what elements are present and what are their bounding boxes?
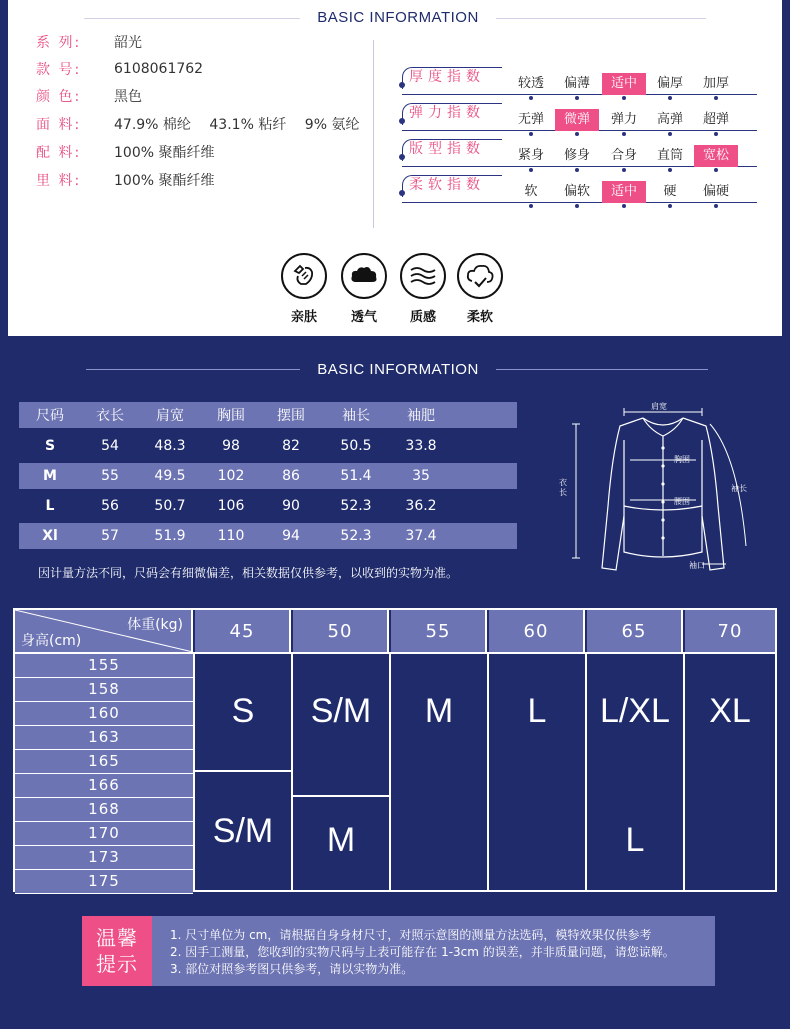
size-table-cell: 82 bbox=[282, 438, 300, 454]
index-option: 直筒 bbox=[656, 148, 683, 163]
index-tick bbox=[575, 132, 579, 136]
spec-key: 面 料: bbox=[36, 117, 82, 133]
size-table-cell: 35 bbox=[412, 468, 430, 484]
index-tick bbox=[714, 168, 718, 172]
diagram-label-shoulder: 肩宽 bbox=[651, 402, 667, 411]
index-tick bbox=[529, 168, 533, 172]
weight-header: 70 bbox=[685, 610, 775, 652]
size-cell: S bbox=[231, 691, 255, 730]
index-option: 弹力 bbox=[610, 112, 637, 127]
index-tick bbox=[622, 96, 626, 100]
spec-key: 里 料: bbox=[36, 173, 82, 189]
index-row bbox=[393, 102, 765, 136]
size-table-cell: 106 bbox=[217, 498, 245, 514]
spec-row-accessory bbox=[36, 141, 214, 163]
size-table-cell: M bbox=[43, 468, 57, 484]
tips-badge bbox=[82, 916, 152, 986]
soft-icon bbox=[457, 253, 503, 299]
section1-header: BASIC INFORMATION bbox=[317, 9, 479, 26]
weight-header: 65 bbox=[587, 610, 683, 652]
spec-row-lining bbox=[36, 169, 214, 191]
size-table-cell: 50.7 bbox=[154, 498, 186, 514]
size-cell: M bbox=[424, 691, 454, 730]
index-option-selected: 宽松 bbox=[694, 145, 738, 167]
index-dot bbox=[399, 82, 405, 88]
height-row-label: 165 bbox=[15, 750, 193, 774]
index-label: 弹力指数 bbox=[409, 105, 485, 121]
index-dot bbox=[399, 154, 405, 160]
header-divider-right bbox=[496, 18, 706, 19]
diagram-label-cuff: 袖口 bbox=[689, 561, 705, 570]
size-table-cell: 90 bbox=[282, 498, 300, 514]
weight-header: 55 bbox=[391, 610, 487, 652]
fabric-material: 9% 氨纶 bbox=[304, 117, 360, 133]
size-table-row bbox=[19, 523, 517, 549]
index-option-selected: 微弹 bbox=[555, 109, 599, 131]
size-table-cell: 33.8 bbox=[405, 438, 437, 454]
size-table-cell: Xl bbox=[42, 528, 58, 544]
size-table-cell: 51.4 bbox=[340, 468, 372, 484]
feature-label: 亲肤 bbox=[290, 310, 317, 325]
size-cell: XL bbox=[709, 691, 751, 730]
index-tick bbox=[668, 132, 672, 136]
index-option: 紧身 bbox=[517, 148, 544, 163]
size-table-cell: 56 bbox=[101, 498, 119, 514]
feature-label: 质感 bbox=[409, 310, 436, 325]
size-table-column-header: 衣长 bbox=[96, 408, 124, 424]
diagram-label-sleeve: 袖长 bbox=[731, 484, 747, 493]
index-option: 硬 bbox=[663, 184, 677, 199]
index-tick bbox=[668, 168, 672, 172]
index-option: 修身 bbox=[563, 148, 590, 163]
index-option: 偏软 bbox=[563, 184, 590, 199]
spec-value: 100% 聚酯纤维 bbox=[114, 145, 215, 161]
size-table-row bbox=[19, 433, 517, 459]
index-tick bbox=[714, 132, 718, 136]
height-row-label: 173 bbox=[15, 846, 193, 870]
index-dot bbox=[399, 118, 405, 124]
index-tick bbox=[668, 204, 672, 208]
vertical-divider bbox=[373, 40, 374, 228]
size-table-header bbox=[19, 402, 517, 428]
skin-friendly-icon bbox=[281, 253, 327, 299]
height-row-label: 155 bbox=[15, 654, 193, 678]
diagram-label-hem: 腰围 bbox=[674, 497, 690, 506]
index-label: 柔软指数 bbox=[409, 177, 485, 193]
size-recommendation-grid bbox=[13, 608, 777, 892]
index-option: 无弹 bbox=[517, 112, 544, 127]
size-cell: S/M bbox=[212, 811, 274, 850]
index-tick bbox=[622, 132, 626, 136]
feature-label: 柔软 bbox=[466, 310, 493, 325]
index-tick bbox=[622, 168, 626, 172]
size-table-cell: 52.3 bbox=[340, 498, 372, 514]
index-option: 偏硬 bbox=[702, 184, 729, 199]
size-table-cell: 98 bbox=[222, 438, 240, 454]
size-table-cell: 51.9 bbox=[154, 528, 186, 544]
diagram-label-length: 衣长 bbox=[559, 478, 567, 497]
spec-key: 系 列: bbox=[36, 35, 82, 51]
size-table-column-header: 肩宽 bbox=[156, 408, 184, 424]
spec-value: 100% 聚酯纤维 bbox=[114, 173, 215, 189]
size-table-column-header: 袖肥 bbox=[407, 408, 435, 424]
size-cell: L/XL bbox=[600, 691, 670, 730]
size-table-cell: 36.2 bbox=[405, 498, 437, 514]
header-divider-right bbox=[496, 369, 708, 370]
size-table-cell: L bbox=[45, 498, 55, 514]
weight-header: 45 bbox=[195, 610, 291, 652]
size-table-cell: 54 bbox=[101, 438, 119, 454]
index-tick bbox=[668, 96, 672, 100]
index-label: 版型指数 bbox=[409, 141, 485, 157]
index-option-selected: 适中 bbox=[602, 181, 646, 203]
index-option: 超弹 bbox=[702, 112, 729, 127]
breathable-icon bbox=[341, 253, 387, 299]
height-row-label: 175 bbox=[15, 870, 193, 894]
spec-row-color bbox=[36, 85, 142, 107]
height-row-label: 166 bbox=[15, 774, 193, 798]
grid-corner-cell bbox=[15, 610, 193, 652]
index-option: 较透 bbox=[517, 76, 544, 91]
size-cell: M bbox=[326, 820, 356, 859]
height-axis-label: 身高(cm) bbox=[21, 633, 82, 649]
index-tick bbox=[575, 204, 579, 208]
tip-line: 3. 部位对照参考图只供参考，请以实物为准。 bbox=[170, 962, 414, 976]
index-option: 加厚 bbox=[702, 76, 729, 91]
header-divider-left bbox=[86, 369, 300, 370]
index-tick bbox=[529, 96, 533, 100]
spec-key: 款 号: bbox=[36, 62, 82, 78]
index-option: 合身 bbox=[610, 148, 637, 163]
spec-key: 配 料: bbox=[36, 145, 82, 161]
tips-badge-line: 提示 bbox=[96, 952, 138, 976]
size-table-row bbox=[19, 493, 517, 519]
header-divider-left bbox=[84, 18, 300, 19]
size-table-cell: 48.3 bbox=[154, 438, 186, 454]
spec-value: 6108061762 bbox=[114, 61, 204, 77]
size-cell: L bbox=[527, 691, 547, 730]
index-option: 偏薄 bbox=[563, 76, 590, 91]
index-tick bbox=[529, 204, 533, 208]
index-row bbox=[393, 174, 765, 208]
size-table-cell: 86 bbox=[282, 468, 300, 484]
size-table-column-header: 胸围 bbox=[217, 408, 245, 424]
size-table-cell: 102 bbox=[217, 468, 245, 484]
tip-line: 2. 因手工测量，您收到的实物尺码与上表可能存在 1-3cm 的误差，并非质量问题，请您谅解。 bbox=[170, 945, 675, 959]
index-option: 高弹 bbox=[656, 112, 683, 127]
diagram-label-chest: 胸围 bbox=[674, 455, 690, 464]
measurement-note: 因计量方法不同，尺码会有细微偏差，相关数据仅供参考，以收到的实物为准。 bbox=[38, 566, 459, 580]
spec-row-style-no bbox=[36, 58, 203, 80]
size-cell: L bbox=[625, 820, 645, 859]
size-table-cell: S bbox=[44, 438, 56, 454]
size-cell: S/M bbox=[310, 691, 372, 730]
index-option: 偏厚 bbox=[656, 76, 683, 91]
size-table-cell: 57 bbox=[101, 528, 119, 544]
index-tick bbox=[575, 96, 579, 100]
weight-header: 50 bbox=[293, 610, 389, 652]
height-row-label: 168 bbox=[15, 798, 193, 822]
size-table-cell: 37.4 bbox=[405, 528, 437, 544]
fabric-material: 47.9% 棉纶 bbox=[114, 117, 191, 133]
weight-axis-label: 体重(kg) bbox=[127, 617, 183, 633]
index-option-selected: 适中 bbox=[602, 73, 646, 95]
height-row-label: 158 bbox=[15, 678, 193, 702]
index-tick bbox=[714, 204, 718, 208]
height-row-label: 170 bbox=[15, 822, 193, 846]
feature-label: 透气 bbox=[350, 310, 377, 325]
size-table-cell: 55 bbox=[101, 468, 119, 484]
spec-key: 颜 色: bbox=[36, 89, 82, 105]
size-table-column-header: 尺码 bbox=[36, 408, 64, 424]
index-tick bbox=[622, 204, 626, 208]
size-table-column-header: 摆围 bbox=[277, 408, 305, 424]
tips-badge-line: 温馨 bbox=[96, 926, 138, 950]
weight-header: 60 bbox=[489, 610, 585, 652]
spec-row-series bbox=[36, 31, 142, 53]
height-row-label: 163 bbox=[15, 726, 193, 750]
index-tick bbox=[714, 96, 718, 100]
size-table-cell: 49.5 bbox=[154, 468, 186, 484]
section2-header: BASIC INFORMATION bbox=[317, 361, 479, 378]
height-row-label: 160 bbox=[15, 702, 193, 726]
size-table-column-header: 袖长 bbox=[342, 408, 370, 424]
size-table-cell: 50.5 bbox=[340, 438, 372, 454]
index-option: 软 bbox=[524, 184, 538, 199]
spec-value: 黑色 bbox=[114, 89, 142, 105]
index-tick bbox=[575, 168, 579, 172]
texture-icon bbox=[400, 253, 446, 299]
size-table-cell: 52.3 bbox=[340, 528, 372, 544]
index-row bbox=[393, 138, 765, 172]
index-tick bbox=[529, 132, 533, 136]
fabric-material: 43.1% 粘纤 bbox=[209, 117, 287, 133]
spec-value: 韶光 bbox=[114, 35, 142, 51]
spec-row-fabric bbox=[36, 113, 373, 135]
size-table-cell: 94 bbox=[282, 528, 300, 544]
size-table-row bbox=[19, 463, 517, 489]
index-label: 厚度指数 bbox=[409, 69, 485, 85]
size-table-cell: 110 bbox=[217, 528, 245, 544]
index-dot bbox=[399, 190, 405, 196]
tip-line: 1. 尺寸单位为 cm，请根据自身身材尺寸，对照示意图的测量方法选码，模特效果仅供参考 bbox=[170, 928, 652, 942]
index-row bbox=[393, 66, 765, 100]
spec-value bbox=[114, 114, 373, 134]
